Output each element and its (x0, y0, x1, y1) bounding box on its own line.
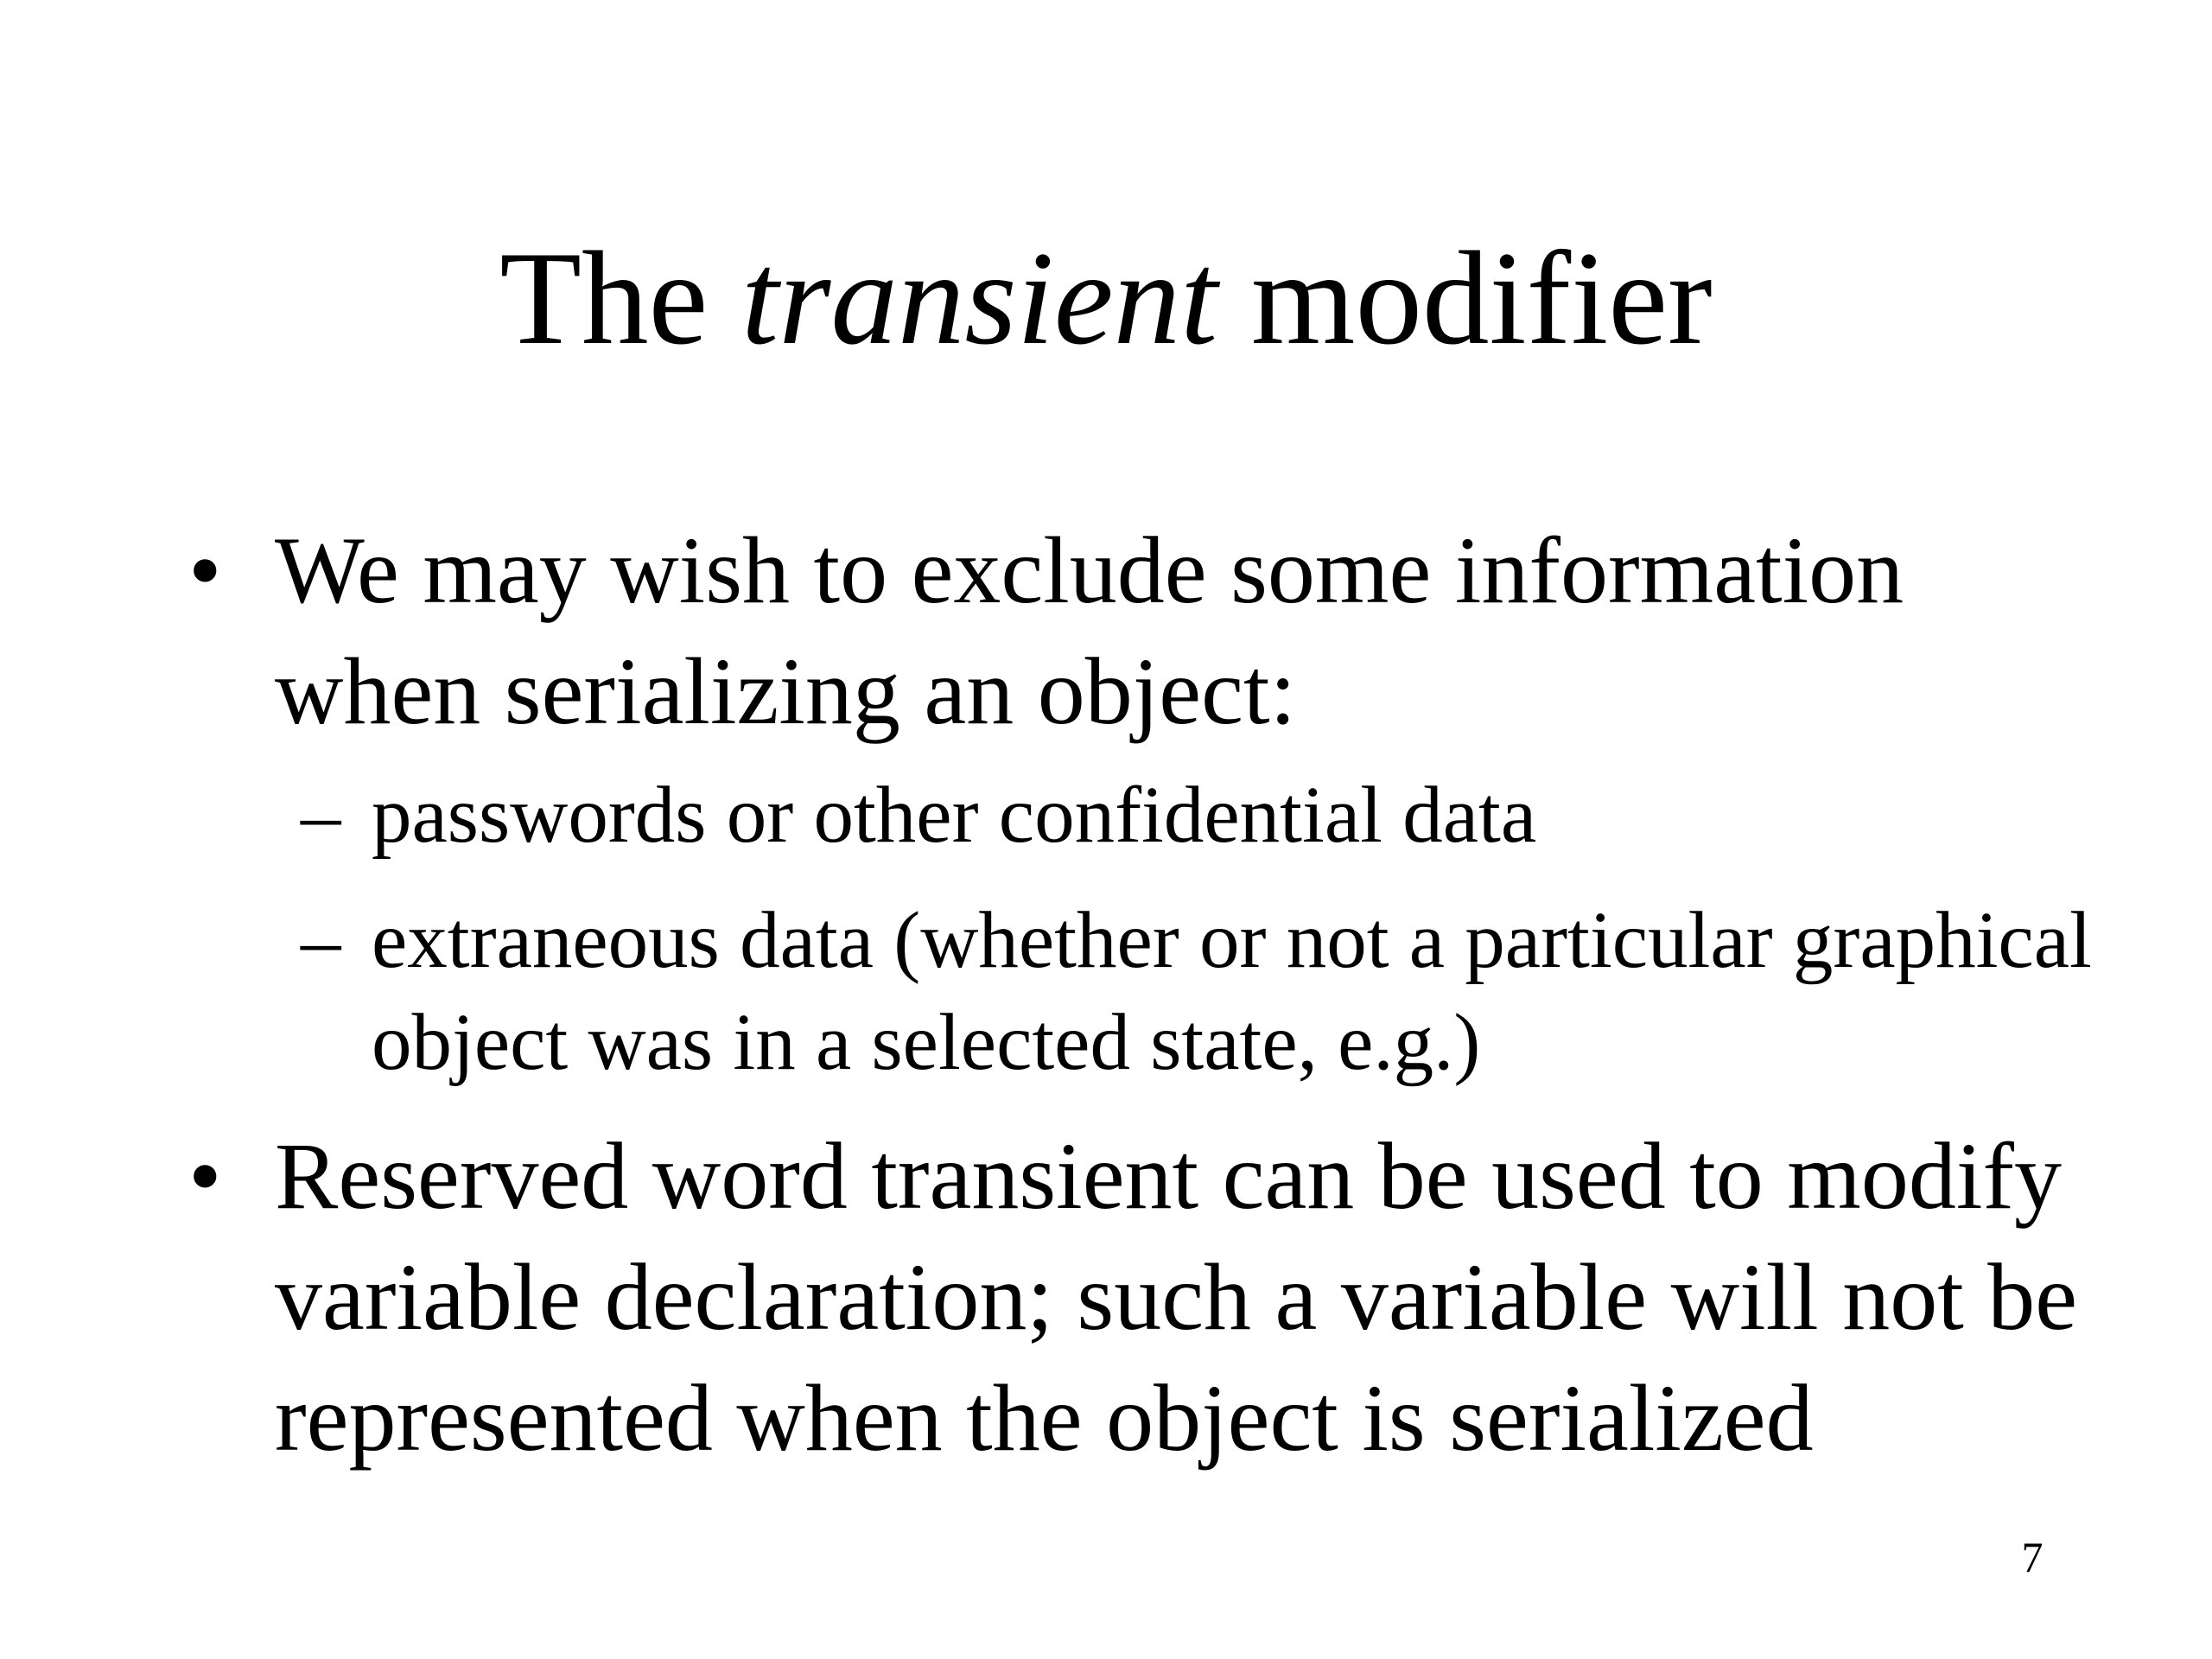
bullet-item (188, 1116, 2107, 1478)
sub-bullet-item (188, 765, 2107, 867)
title-emphasis: transient (741, 224, 1218, 372)
bullet-text: Reserved word transient can be used to modify variable declaration; such a variable will not be represented when the object is serialized (275, 1123, 2078, 1471)
sub-bullet-marker: – (301, 771, 341, 860)
bullet-text: We may wish to exclude some information when serializing an object: (275, 518, 1904, 744)
bullet-item (188, 510, 2107, 752)
title-text-after: modifier (1217, 224, 1713, 372)
sub-bullet-marker: – (301, 896, 341, 985)
sub-bullet-item (188, 890, 2107, 1094)
sub-bullet-text: extraneous data (whether or not a particular graphical object was in a selected state, e.g.) (372, 896, 2092, 1087)
sub-bullet-text: passwords or other confidential data (372, 771, 1537, 860)
title-text-before: The (499, 224, 742, 372)
bullet-marker: • (188, 518, 222, 623)
slide-body (188, 510, 2107, 1478)
page-number: 7 (2021, 1533, 2044, 1581)
bullet-marker: • (188, 1123, 222, 1229)
slide-title (0, 224, 2212, 372)
